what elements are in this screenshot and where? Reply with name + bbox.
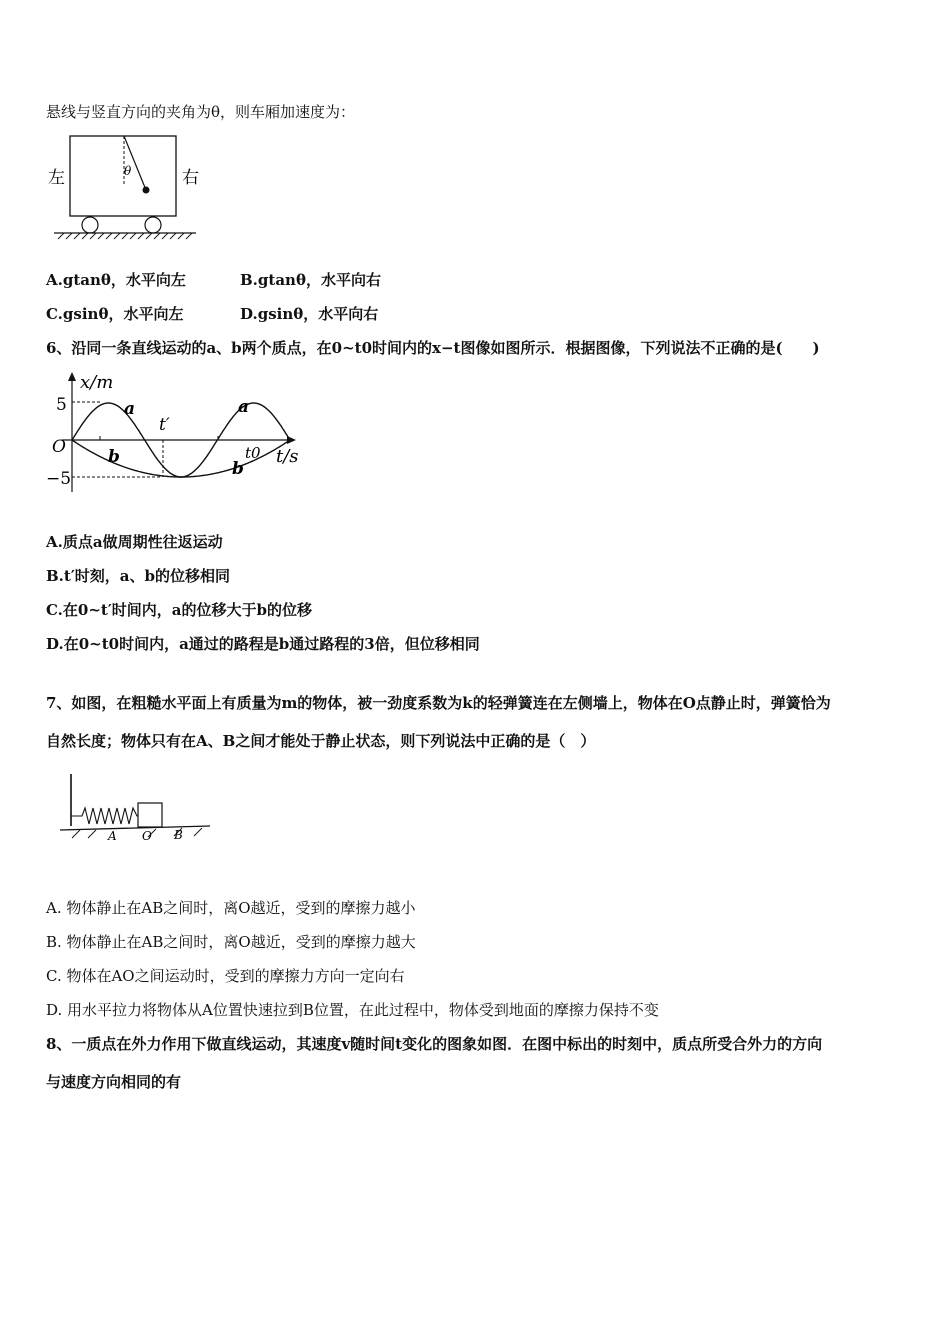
q7-option-a[interactable]: A. 物体静止在AB之间时，离O越近，受到的摩擦力越小	[46, 899, 416, 917]
q6-stem: 6、沿同一条直线运动的a、b两个质点，在0~t0时间内的x−t图像如图所示．根据图像，下列说法不正确的是( )	[46, 339, 820, 357]
q7-option-c[interactable]: C. 物体在AO之间运动时，受到的摩擦力方向一定向右	[46, 967, 405, 985]
q7-option-b[interactable]: B. 物体静止在AB之间时，离O越近，受到的摩擦力越大	[46, 933, 416, 951]
spring-block-figure	[54, 770, 214, 844]
pendulum-cart-figure	[46, 130, 206, 242]
xt-graph	[40, 366, 320, 498]
left-label: 左	[48, 168, 65, 188]
q7-stem-line2: 自然长度；物体只有在A、B之间才能处于静止状态，则下列说法中正确的是（ ）	[46, 732, 596, 750]
series-a-label-2: a	[238, 397, 250, 417]
y-tick-neg5: −5	[46, 469, 72, 489]
right-label: 右	[182, 168, 199, 188]
block	[138, 803, 162, 827]
y-axis-arrow	[68, 372, 76, 381]
label-o: O	[142, 829, 152, 843]
q5-option-a[interactable]: A.gtanθ，水平向左	[46, 271, 186, 289]
q7-stem-line1: 7、如图，在粗糙水平面上有质量为m的物体，被一劲度系数为k的轻弹簧连在左侧墙上，物体在O点静止时，弹簧恰为	[46, 694, 831, 712]
label-a: A	[108, 829, 117, 843]
q5-option-b[interactable]: B.gtanθ，水平向右	[240, 271, 381, 289]
x-tick-tprime: t′	[159, 415, 170, 435]
spring	[71, 808, 138, 824]
q7-option-d[interactable]: D. 用水平拉力将物体从A位置快速拉到B位置，在此过程中，物体受到地面的摩擦力保持不变	[46, 1001, 659, 1019]
q5-option-c[interactable]: C.gsinθ，水平向左	[46, 305, 184, 323]
y-axis-label: x/m	[80, 372, 114, 393]
series-b-label-2: b	[232, 459, 244, 479]
q6-option-a[interactable]: A.质点a做周期性往返运动	[46, 533, 223, 551]
y-tick-origin: O	[52, 437, 66, 457]
q6-option-d[interactable]: D.在0~t0时间内，a通过的路程是b通过路程的3倍，但位移相同	[46, 635, 480, 653]
q8-stem-line2: 与速度方向相同的有	[46, 1073, 182, 1091]
q5-stem: 悬线与竖直方向的夹角为θ，则车厢加速度为：	[46, 103, 356, 121]
q6-option-c[interactable]: C.在0~t′时间内，a的位移大于b的位移	[46, 601, 312, 619]
x-tick-t0: t0	[245, 444, 261, 462]
theta-label: θ	[124, 164, 132, 178]
label-b: B	[174, 828, 183, 842]
x-axis-label: t/s	[276, 446, 299, 467]
series-a-label-1: a	[124, 399, 136, 419]
y-tick-5: 5	[56, 395, 67, 415]
q8-stem-line1: 8、一质点在外力作用下做直线运动，其速度v随时间t变化的图象如图．在图中标出的时刻中，质点所受合外力的方向	[46, 1035, 823, 1053]
series-b-label-1: b	[108, 447, 120, 467]
q5-option-d[interactable]: D.gsinθ，水平向右	[240, 305, 379, 323]
q6-option-b[interactable]: B.t′时刻，a、b的位移相同	[46, 567, 230, 585]
